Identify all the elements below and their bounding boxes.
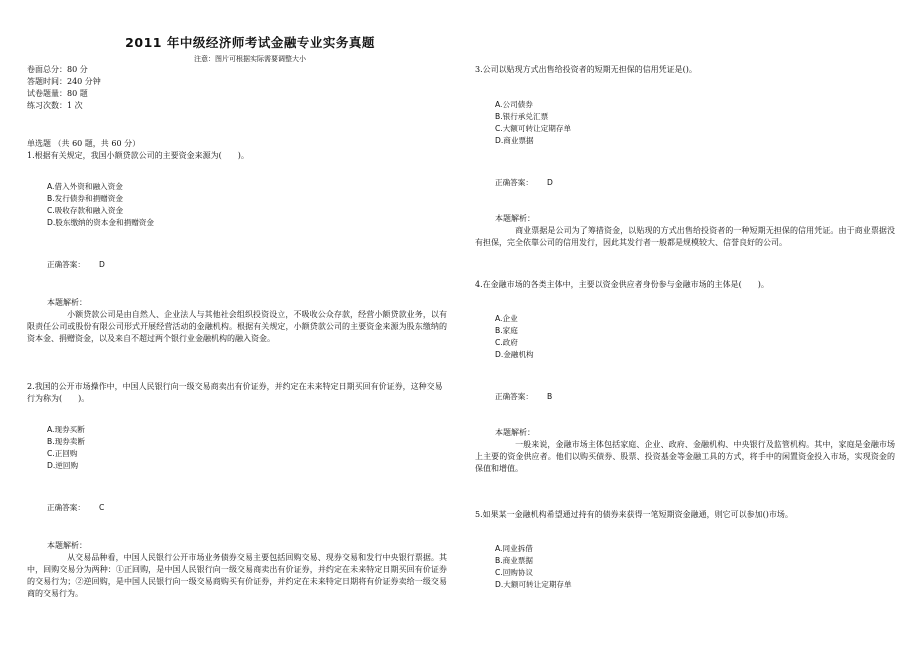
- question-5: [475, 509, 895, 591]
- option-a: A.企业: [495, 314, 518, 323]
- option-d: D.逆回购: [47, 461, 79, 470]
- page-note: 注意：图片可根据实际需要调整大小: [194, 55, 306, 63]
- meta-practice: 练习次数：1 次: [27, 101, 83, 110]
- option-a: A.同业拆借: [495, 544, 533, 553]
- right-column: [475, 64, 895, 591]
- option-b: B.现券卖断: [47, 437, 85, 446]
- analysis-label: 本题解析：: [495, 428, 535, 437]
- answer-label: 正确答案：: [495, 178, 533, 187]
- answer-value: D: [546, 178, 553, 187]
- question-stem: 1.根据有关规定，我国小额贷款公司的主要资金来源为( )。: [27, 151, 249, 160]
- analysis-text: [475, 225, 895, 249]
- option-b: B.家庭: [495, 326, 518, 335]
- analysis-text: [475, 439, 895, 475]
- answer-value: B: [546, 392, 553, 401]
- option-list: [27, 181, 447, 229]
- page-title: 2011 年中级经济师考试金融专业实务真题: [125, 35, 375, 50]
- option-a: A.借入外资和融入资金: [47, 182, 123, 191]
- meta-time: 答题时间：240 分钟: [27, 77, 101, 86]
- correct-answer: [475, 177, 895, 189]
- question-1: [27, 150, 447, 345]
- option-d: D.大额可转让定期存单: [495, 580, 572, 589]
- option-c: C.吸收存款和融入资金: [47, 206, 124, 215]
- option-b: B.商业票据: [495, 556, 533, 565]
- question-stem: 2.我国的公开市场操作中，中国人民银行向一级交易商卖出有价证券，并约定在未来特定日期买回有价证券，这种交易行为称为( )。: [27, 382, 443, 403]
- left-column: [27, 64, 447, 600]
- analysis-label: 本题解析：: [495, 214, 535, 223]
- answer-label: 正确答案：: [47, 260, 85, 269]
- option-d: D.金融机构: [495, 350, 534, 359]
- question-stem: 4.在金融市场的各类主体中，主要以资金供应者身份参与金融市场的主体是( )。: [475, 280, 769, 289]
- correct-answer: [475, 391, 895, 403]
- option-a: A.公司债券: [495, 100, 533, 109]
- analysis-text: [27, 309, 447, 345]
- answer-label: 正确答案：: [47, 503, 85, 512]
- analysis-text: [27, 552, 447, 600]
- option-list: [27, 424, 447, 472]
- question-stem: 5.如果某一金融机构希望通过持有的债券来获得一笔短期资金融通，则它可以参加()市场。: [475, 510, 793, 519]
- option-c: C.大额可转让定期存单: [495, 124, 572, 133]
- option-list: [475, 99, 895, 147]
- answer-value: C: [98, 503, 105, 512]
- option-b: B.银行承兑汇票: [495, 112, 549, 121]
- option-d: D.商业票据: [495, 136, 534, 145]
- option-b: B.发行债券和捐赠资金: [47, 194, 123, 203]
- exam-meta: [27, 64, 447, 112]
- analysis-body: 小额贷款公司是由自然人、企业法人与其他社会组织投资设立，不吸收公众存款，经营小额贷款业务，以有限责任公司或股份有限公司形式开展经营活动的金融机构。根据有关规定，小额贷款公司的主要资金来源为股东缴纳的资本金、捐赠资金，以及来自不超过两个银行业金融机构的融入资金。: [27, 310, 447, 343]
- correct-answer: [27, 259, 447, 271]
- option-list: [475, 543, 895, 591]
- option-list: [475, 313, 895, 361]
- option-c: C.正回购: [47, 449, 78, 458]
- analysis-body: 从交易品种看，中国人民银行公开市场业务债券交易主要包括回购交易、现券交易和发行中央银行票据。其中，回购交易分为两种：①正回购，是中国人民银行向一级交易商卖出有价证券，并约定在未来特定日期买回有价证券的交易行为；②逆回购，是中国人民银行向一级交易商购买有价证券，并约定在未来特定日期将有价证券卖给一级交易商的交易行为。: [27, 553, 447, 598]
- analysis-label: 本题解析：: [47, 298, 87, 307]
- analysis-label: 本题解析：: [47, 541, 87, 550]
- meta-total-score: 卷面总分：80 分: [27, 65, 88, 74]
- meta-count: 试卷题量：80 题: [27, 89, 88, 98]
- correct-answer: [27, 502, 447, 514]
- option-c: C.回购协议: [495, 568, 534, 577]
- analysis-body: 一般来说，金融市场主体包括家庭、企业、政府、金融机构、中央银行及监管机构。其中，家庭是金融市场上主要的资金供应者。他们以购买债券、股票、投资基金等金融工具的方式，将手中的闲置资金投入市场，实现资金的保值和增值。: [475, 440, 895, 473]
- answer-value: D: [98, 260, 105, 269]
- question-2: [27, 381, 447, 600]
- option-c: C.政府: [495, 338, 518, 347]
- question-4: [475, 279, 895, 475]
- option-a: A.现券买断: [47, 425, 85, 434]
- section-header: 单选题 （共 60 题，共 60 分）: [27, 139, 141, 148]
- answer-label: 正确答案：: [495, 392, 533, 401]
- option-d: D.股东缴纳的资本金和捐赠资金: [47, 218, 154, 227]
- question-3: [475, 64, 895, 249]
- analysis-body: 商业票据是公司为了筹措资金，以贴现的方式出售给投资者的一种短期无担保的信用凭证。由于商业票据没有担保，完全依靠公司的信用发行，因此其发行者一般都是规模较大、信誉良好的公司。: [475, 226, 895, 247]
- question-stem: 3.公司以贴现方式出售给投资者的短期无担保的信用凭证是()。: [475, 65, 697, 74]
